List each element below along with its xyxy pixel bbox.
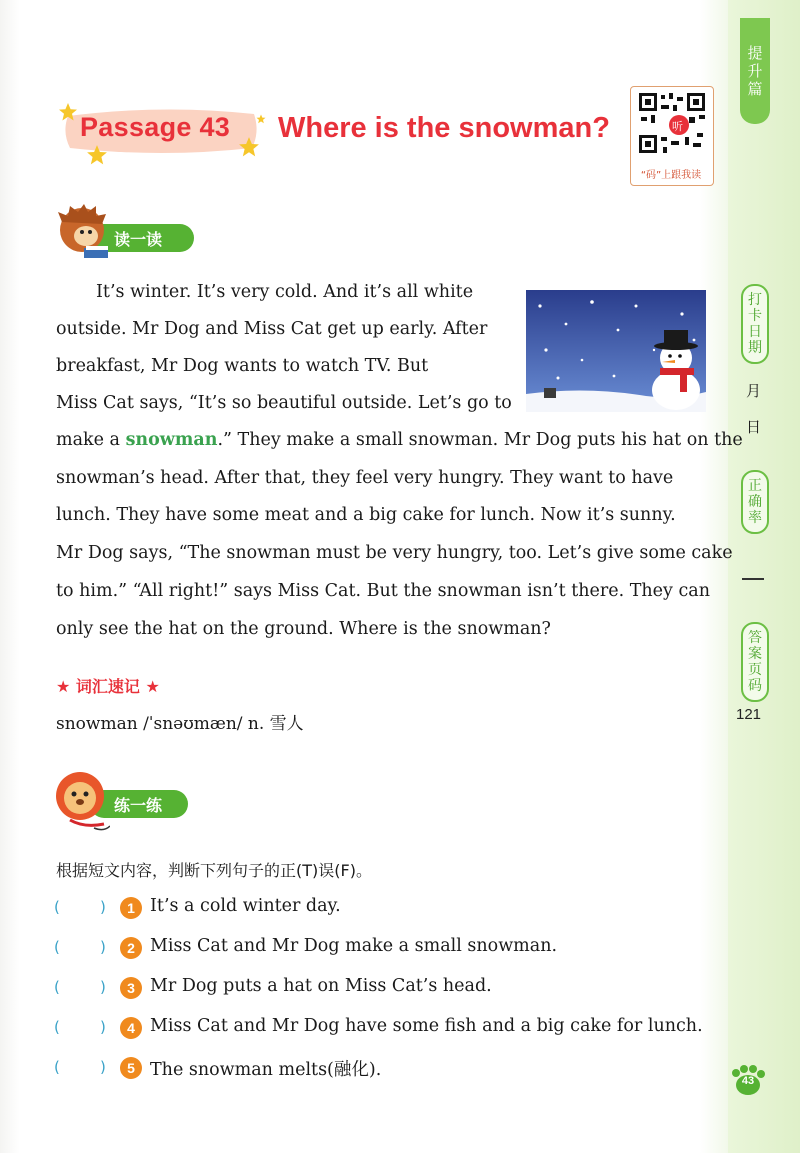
star-icon [58,102,78,122]
vocab-keyword: snowman [125,430,218,450]
answer-blank-left[interactable]: ( [54,898,60,916]
answer-char: 码 [748,678,762,694]
side-tab-strip [728,0,800,1153]
level-tab-char: 提 [747,44,763,62]
answer-char: 答 [748,630,762,646]
answer-blank-right: ) [100,1018,106,1036]
level-tab-char: 升 [747,62,763,80]
level-tab-char: 篇 [747,80,763,98]
passage-line: breakfast, Mr Dog wants to watch TV. But [56,356,429,376]
passage-line: Miss Cat says, “It’s so beautiful outside. Let’s go to [56,393,512,413]
answer-blank-right: ) [100,978,106,996]
qr-caption: “码”上跟我读 [640,170,702,181]
accuracy-char: 正 [748,478,762,494]
answer-char: 页 [748,662,762,678]
passage-line: lunch. They have some meat and a big cake for lunch. Now it’s sunny. [56,505,676,525]
passage-text: .” They make a small snowman. Mr Dog puts his hat on the [217,430,743,450]
question-number: 5 [120,1057,142,1079]
day-label: 日 [746,418,762,436]
question-text: It’s a cold winter day. [150,896,341,916]
practice-instruction: 根据短文内容，判断下列句子的正(T)误(F)。 [56,861,372,880]
question-number: 3 [120,977,142,999]
accuracy-divider [742,578,764,580]
question-number: 4 [120,1017,142,1039]
checkin-char: 卡 [748,308,762,324]
answer-blank-left[interactable]: ( [54,1018,60,1036]
accuracy-char: 确 [748,494,762,510]
star-icon [238,136,260,158]
question-text: Miss Cat and Mr Dog have some fish and a big cake for lunch. [150,1016,703,1036]
month-label: 月 [746,382,762,400]
answer-page-number: 121 [736,706,762,723]
passage-line: only see the hat on the ground. Where is the snowman? [56,619,551,639]
answer-blank-right: ) [100,1058,106,1076]
practice-section-label: 练一练 [114,795,163,815]
page-number: 43 [741,1075,755,1087]
answer-blank-right: ) [100,938,106,956]
passage-line: snowman’s head. After that, they feel very hungry. They want to have [56,468,674,488]
question-number: 1 [120,897,142,919]
passage-line: outside. Mr Dog and Miss Cat get up early. After [56,319,488,339]
qr-listen-label: 听 [672,120,683,133]
answer-blank-left[interactable]: ( [54,1058,60,1076]
accuracy-char: 率 [748,510,762,526]
passage-line: Mr Dog says, “The snowman must be very hungry, too. Let’s give some cake [56,543,733,563]
passage-line [56,429,743,451]
star-icon [86,144,108,166]
checkin-date-pill [741,284,769,364]
answer-blank-left[interactable]: ( [54,978,60,996]
snowman-illustration [526,290,706,412]
answer-blank-left[interactable]: ( [54,938,60,956]
vocab-heading: ★ 词汇速记 ★ [56,677,160,696]
passage-number: Passage 43 [80,112,231,142]
passage-line: to him.” “All right!” says Miss Cat. But the snowman isn’t there. They can [56,581,710,601]
question-number: 2 [120,937,142,959]
answer-char: 案 [748,646,762,662]
question-text: The snowman melts(融化). [150,1060,382,1080]
hedgehog-mascot-icon [56,202,112,262]
passage-text: make a [56,430,126,450]
checkin-char: 期 [748,340,762,356]
accuracy-pill [741,470,769,534]
lion-mascot-icon [54,768,110,834]
page-title: Where is the snowman? [278,112,610,144]
checkin-char: 日 [748,324,762,340]
question-text: Miss Cat and Mr Dog make a small snowman. [150,936,558,956]
question-text: Mr Dog puts a hat on Miss Cat’s head. [150,976,492,996]
vocab-entry: snowman /ˈsnəʊmæn/ n. 雪人 [56,714,304,734]
answer-blank-right: ) [100,898,106,916]
checkin-char: 打 [748,292,762,308]
answer-page-pill [741,622,769,702]
read-section-label: 读一读 [114,229,163,249]
passage-line: It’s winter. It’s very cold. And it’s all white [96,282,474,302]
level-tab [740,18,770,124]
star-icon [256,114,266,124]
